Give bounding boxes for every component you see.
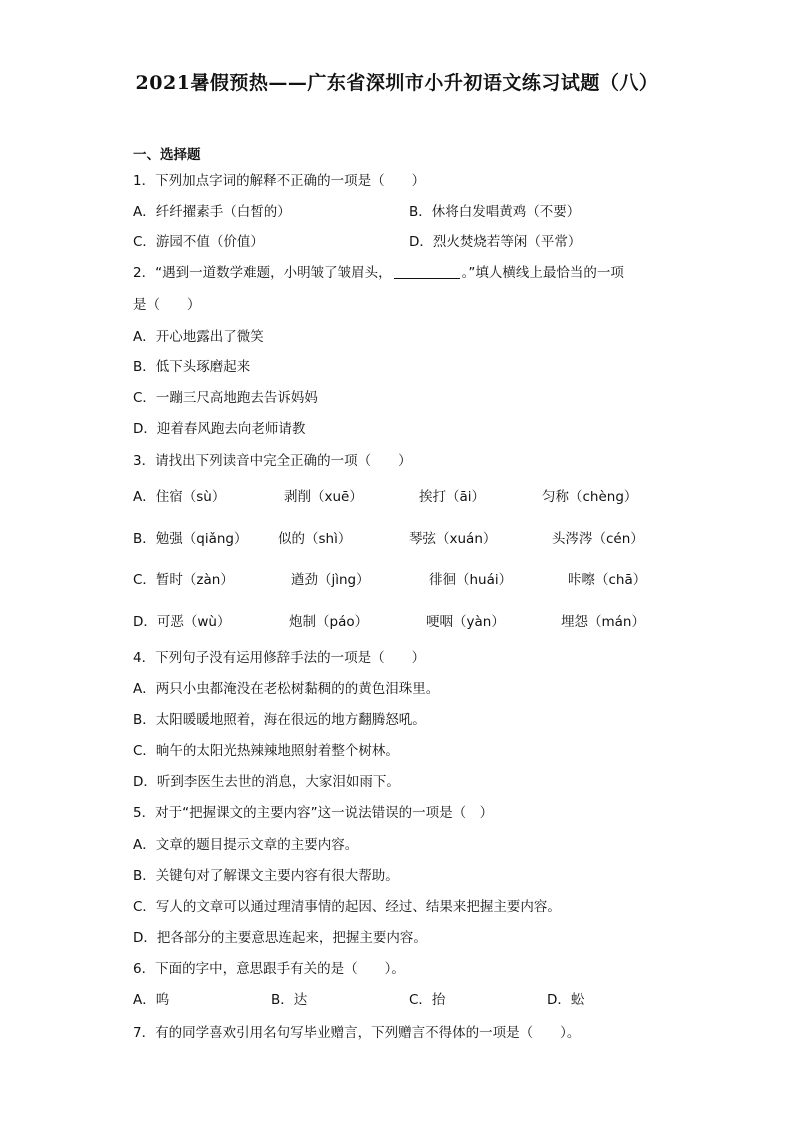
question-2-option-c: C．一蹦三尺高地跑去告诉妈妈: [133, 390, 318, 406]
question-2-option-a: A．开心地露出了微笑: [133, 329, 264, 345]
question-1-option-c: C．游园不值（价值）: [133, 234, 264, 250]
question-3-row-d-col-4: 埋怨（mán）: [561, 614, 645, 630]
question-6-option-b: B．达: [271, 992, 308, 1008]
question-2-stem-before: 2．“遇到一道数学难题，小明皱了皱眉头，: [133, 265, 392, 281]
question-4-option-b: B．太阳暖暖地照着，海在很远的地方翻腾怒吼。: [133, 712, 426, 728]
question-3-stem: 3．请找出下列读音中完全正确的一项（ ）: [133, 453, 412, 469]
question-2-stem: [133, 264, 624, 282]
question-3-row-c-col-3: 徘徊（huái）: [429, 572, 513, 588]
question-4-option-c: C．晌午的太阳光热辣辣地照射着整个树林。: [133, 743, 399, 759]
question-5-option-a: A．文章的题目提示文章的主要内容。: [133, 837, 359, 853]
question-2-option-b: B．低下头琢磨起来: [133, 359, 251, 375]
question-3-row-b-col-1: B．勉强（qiǎng）: [133, 531, 248, 547]
question-3-row-b-col-4: 头涔涔（cén）: [552, 531, 644, 547]
question-1-option-a: A．纤纤擢素手（白皙的）: [133, 204, 291, 220]
question-3-row-c-col-2: 遒劲（jìng）: [291, 572, 370, 588]
question-1-option-d: D．烈火焚烧若等闲（平常）: [409, 234, 582, 250]
question-5-option-d: D．把各部分的主要意思连起来，把握主要内容。: [133, 930, 427, 946]
question-6-stem: 6．下面的字中，意思跟手有关的是（ ）。: [133, 961, 405, 977]
question-6-option-a: A．呜: [133, 992, 170, 1008]
question-3-row-a-col-3: 挨打（āi）: [419, 489, 486, 505]
question-3-row-d-col-3: 哽咽（yàn）: [426, 614, 505, 630]
question-6-option-d: D．蚣: [547, 992, 585, 1008]
question-3-row-a-col-2: 剥削（xuē）: [284, 489, 363, 505]
question-3-row-c-col-1: C．暂时（zàn）: [133, 572, 234, 588]
question-5-stem: 5．对于“把握课文的主要内容”这一说法错误的一项是（ ）: [133, 805, 494, 821]
question-1-stem: 1．下列加点字词的解释不正确的一项是（ ）: [133, 173, 426, 189]
question-4-stem: 4．下列句子没有运用修辞手法的一项是（ ）: [133, 650, 426, 666]
question-3-row-a-col-4: 匀称（chèng）: [542, 489, 638, 505]
page-title: 2021暑假预热——广东省深圳市小升初语文练习试题（八）: [135, 72, 659, 94]
question-3-row-a-col-1: A．住宿（sù）: [133, 489, 226, 505]
question-2-option-d: D．迎着春风跑去向老师请教: [133, 421, 306, 437]
question-5-option-c: C．写人的文章可以通过理清事情的起因、经过、结果来把握主要内容。: [133, 899, 561, 915]
question-3-row-b-col-2: 似的（shì）: [278, 531, 352, 547]
question-6-option-c: C．抬: [409, 992, 446, 1008]
question-4-option-a: A．两只小虫都淹没在老松树黏稠的的黄色泪珠里。: [133, 681, 440, 697]
question-3-row-c-col-4: 咔嚓（chā）: [568, 572, 647, 588]
question-3-row-b-col-3: 琴弦（xuán）: [409, 531, 497, 547]
question-3-row-d-col-1: D．可恶（wù）: [133, 614, 231, 630]
question-5-option-b: B．关键句对了解课文主要内容有很大帮助。: [133, 868, 399, 884]
question-2-stem-continued: 是（ ）: [133, 297, 201, 313]
question-7-stem: 7．有的同学喜欢引用名句写毕业赠言，下列赠言不得体的一项是（ ）。: [133, 1025, 581, 1041]
question-2-stem-after: 。”填人横线上最恰当的一项: [461, 265, 624, 281]
question-3-row-d-col-2: 炮制（páo）: [289, 614, 369, 630]
section-heading: 一、选择题: [133, 147, 201, 163]
question-1-option-b: B．休将白发唱黄鸡（不要）: [409, 204, 581, 220]
answer-blank: [394, 264, 460, 279]
question-4-option-d: D．听到李医生去世的消息，大家泪如雨下。: [133, 774, 400, 790]
